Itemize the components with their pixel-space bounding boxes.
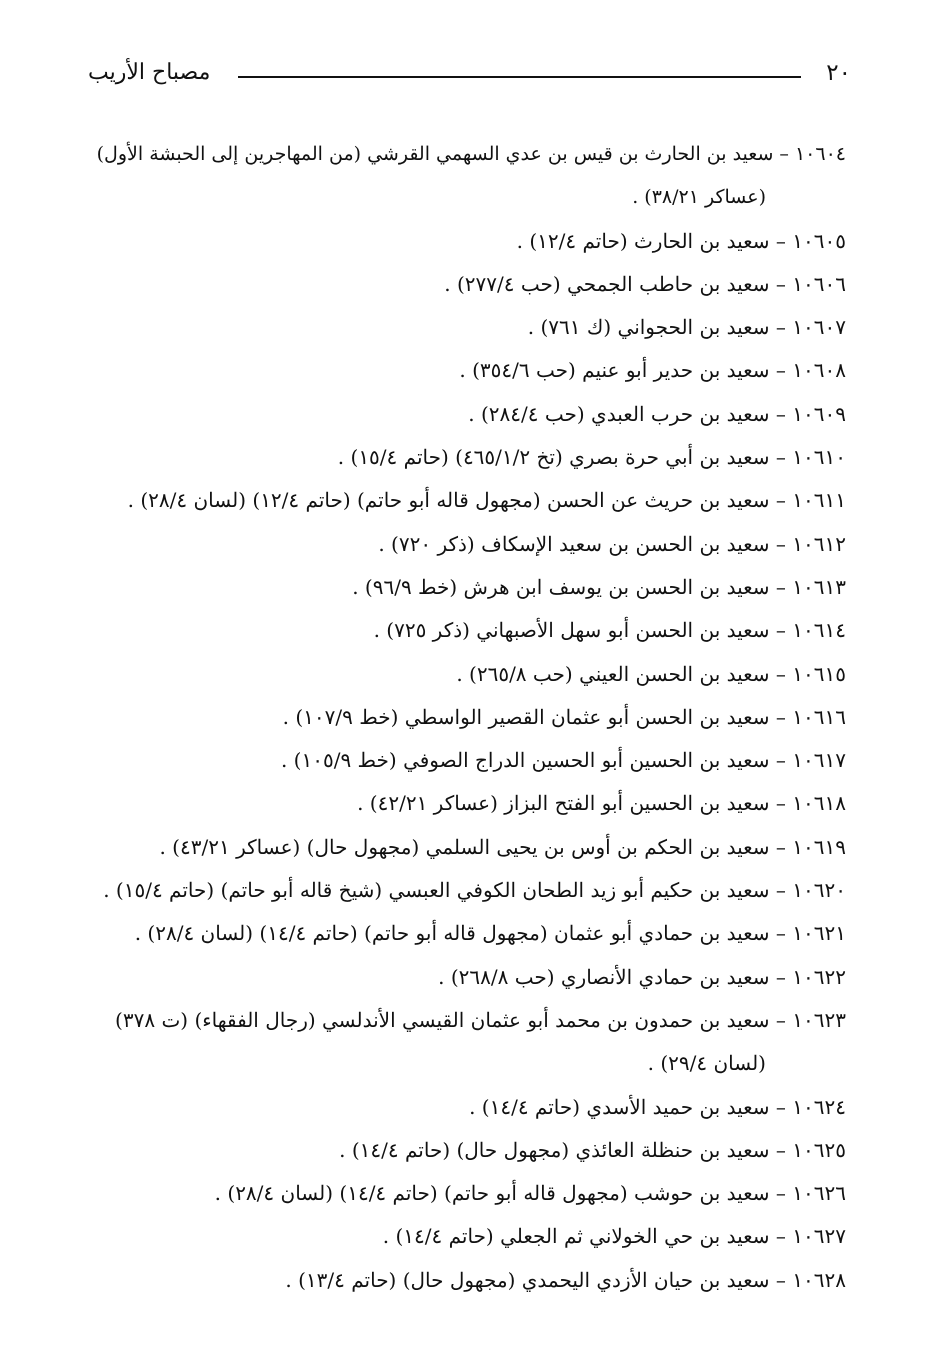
entry-text: سعيد بن الحسين أبو الحسين الدراج الصوفي (خط ١٠٥/٩) . bbox=[280, 748, 770, 773]
entry-dash: – bbox=[769, 271, 793, 296]
entry-number: ١٠٦١٣ bbox=[792, 574, 846, 599]
entry-number: ١٠٦٠٩ bbox=[792, 401, 846, 426]
page-number: ٢٠ bbox=[826, 60, 851, 86]
entry-text: سعيد بن حكيم أبو زيد الطحان الكوفي العبسي (شيخ قاله أبو حاتم) (حاتم ١٥/٤) . bbox=[103, 878, 770, 903]
entry-text: سعيد بن حوشب (مجهول قاله أبو حاتم) (حاتم ١٤/٤) (لسان ٢٨/٤) . bbox=[214, 1181, 770, 1206]
entry-text: سعيد بن حاطب الجمحي (حب ٢٧٧/٤) . bbox=[444, 271, 770, 296]
book-title: مصباح الأريب bbox=[88, 60, 211, 85]
entry-continuation: (لسان ٢٩/٤) . bbox=[647, 1051, 766, 1076]
entry-item bbox=[80, 912, 846, 955]
entry-item bbox=[80, 869, 846, 912]
entry-text: سعيد بن الحجواني (ك ٧٦١) . bbox=[527, 315, 770, 340]
entry-dash: – bbox=[769, 1007, 793, 1032]
entry-text: سعيد بن حمدون بن محمد أبو عثمان القيسي الأندلسي (رجال الفقهاء) (ت ٣٧٨) bbox=[115, 1007, 770, 1032]
entry-item bbox=[80, 1259, 846, 1302]
entry-number: ١٠٦١٥ bbox=[792, 661, 846, 686]
entry-text: سعيد بن حدير أبو عنيم (حب ٣٥٤/٦) . bbox=[459, 358, 770, 383]
entry-item bbox=[80, 393, 846, 436]
entry-text: سعيد بن الحسن بن يوسف ابن هرش (خط ٩٦/٩) . bbox=[352, 574, 770, 599]
entry-text: سعيد بن الحارث بن قيس بن عدي السهمي القرشي (من المهاجرين إلى الحبشة الأول) bbox=[96, 143, 774, 165]
entry-dash: – bbox=[769, 618, 793, 643]
entry-text: سعيد بن حمادي الأنصاري (حب ٢٦٨/٨) . bbox=[438, 964, 770, 989]
entry-dash: – bbox=[769, 358, 793, 383]
entry-dash: – bbox=[769, 791, 793, 816]
entry-number: ١٠٦٢٠ bbox=[792, 878, 846, 903]
entry-number: ١٠٦١٠ bbox=[792, 445, 846, 470]
page-header bbox=[88, 60, 851, 94]
entry-dash: – bbox=[769, 834, 793, 859]
entry-number: ١٠٦٢٣ bbox=[792, 1007, 846, 1032]
entry-item bbox=[80, 479, 846, 522]
entry-item bbox=[80, 1129, 846, 1172]
entry-dash: – bbox=[769, 1224, 793, 1249]
entry-text: سعيد بن حمادي أبو عثمان (مجهول قاله أبو حاتم) (حاتم ١٤/٤) (لسان ٢٨/٤) . bbox=[134, 921, 770, 946]
entry-number: ١٠٦٠٨ bbox=[792, 358, 846, 383]
entry-number: ١٠٦٢٨ bbox=[792, 1267, 846, 1292]
entry-dash: – bbox=[769, 445, 793, 470]
entry-number: ١٠٦١٩ bbox=[792, 834, 846, 859]
entry-continuation: (عساكر ٣٨/٢١) . bbox=[632, 186, 766, 209]
entry-dash: – bbox=[769, 401, 793, 426]
entry-dash: – bbox=[769, 574, 793, 599]
entry-number: ١٠٦١٢ bbox=[792, 531, 846, 556]
entry-item bbox=[80, 1086, 846, 1129]
entry-dash: – bbox=[769, 748, 793, 773]
entry-number: ١٠٦٠٤ bbox=[794, 143, 846, 165]
entry-text: سعيد بن الحسن العيني (حب ٢٦٥/٨) . bbox=[456, 661, 770, 686]
entry-item bbox=[80, 826, 846, 869]
entry-number: ١٠٦٢٤ bbox=[792, 1094, 846, 1119]
entry-text: سعيد بن حميد الأسدي (حاتم ١٤/٤) . bbox=[469, 1094, 770, 1119]
entry-item bbox=[80, 1172, 846, 1215]
entry-text: سعيد بن الحسن أبو سهل الأصبهاني (ذكر ٧٢٥) . bbox=[373, 618, 770, 643]
entry-dash: – bbox=[769, 1094, 793, 1119]
entry-item bbox=[80, 1215, 846, 1258]
entry-dash: – bbox=[769, 661, 793, 686]
entry-text: سعيد بن حريث عن الحسن (مجهول قاله أبو حاتم) (حاتم ١٢/٤) (لسان ٢٨/٤) . bbox=[127, 488, 770, 513]
entry-text: سعيد بن الحارث (حاتم ١٢/٤) . bbox=[516, 228, 770, 253]
entry-item bbox=[80, 133, 846, 220]
entry-item bbox=[80, 436, 846, 479]
entry-number: ١٠٦١٦ bbox=[792, 704, 846, 729]
entry-item bbox=[80, 349, 846, 392]
entry-number: ١٠٦٠٥ bbox=[792, 228, 846, 253]
entry-number: ١٠٦٠٦ bbox=[792, 271, 846, 296]
entry-number: ١٠٦١١ bbox=[792, 488, 846, 513]
header-rule bbox=[238, 76, 801, 78]
entry-text: سعيد بن حنظلة العائذي (مجهول حال) (حاتم ١٤/٤) . bbox=[339, 1137, 770, 1162]
entry-text: سعيد بن أبي حرة بصري (تخ ٤٦٥/١/٢) (حاتم ١٥/٤) . bbox=[337, 445, 770, 470]
entry-text: سعيد بن الحسن بن سعيد الإسكاف (ذكر ٧٢٠) . bbox=[378, 531, 770, 556]
entry-list bbox=[80, 133, 846, 1302]
entry-text: سعيد بن حيان الأزدي اليحمدي (مجهول حال) (حاتم ١٣/٤) . bbox=[285, 1267, 770, 1292]
entry-number: ١٠٦١٧ bbox=[792, 748, 846, 773]
entry-item bbox=[80, 956, 846, 999]
entry-dash: – bbox=[769, 315, 793, 340]
entry-dash: – bbox=[769, 704, 793, 729]
entry-number: ١٠٦٢٥ bbox=[792, 1137, 846, 1162]
entry-text: سعيد بن الحسن أبو عثمان القصير الواسطي (خط ١٠٧/٩) . bbox=[282, 704, 770, 729]
entry-dash: – bbox=[769, 878, 793, 903]
entry-item bbox=[80, 566, 846, 609]
entry-number: ١٠٦٢١ bbox=[792, 921, 846, 946]
entry-item bbox=[80, 263, 846, 306]
entry-number: ١٠٦٢٧ bbox=[792, 1224, 846, 1249]
entry-dash: – bbox=[769, 488, 793, 513]
entry-dash: – bbox=[773, 143, 795, 165]
entry-dash: – bbox=[769, 1181, 793, 1206]
entry-text: سعيد بن الحكم بن أوس بن يحيى السلمي (مجهول حال) (عساكر ٤٣/٢١) . bbox=[159, 834, 770, 859]
entry-text: سعيد بن الحسين أبو الفتح البزاز (عساكر ٤٢/٢١) . bbox=[357, 791, 770, 816]
entry-item bbox=[80, 999, 846, 1086]
entry-item bbox=[80, 523, 846, 566]
entry-number: ١٠٦١٤ bbox=[792, 618, 846, 643]
entry-item bbox=[80, 220, 846, 263]
entry-item bbox=[80, 739, 846, 782]
entry-text: سعيد بن حي الخولاني ثم الجعلي (حاتم ١٤/٤) . bbox=[382, 1224, 770, 1249]
entry-text: سعيد بن حرب العبدي (حب ٢٨٤/٤) . bbox=[468, 401, 770, 426]
entry-dash: – bbox=[769, 964, 793, 989]
entry-dash: – bbox=[769, 228, 793, 253]
entry-number: ١٠٦١٨ bbox=[792, 791, 846, 816]
entry-item bbox=[80, 306, 846, 349]
entry-item bbox=[80, 653, 846, 696]
entry-dash: – bbox=[769, 1267, 793, 1292]
entry-number: ١٠٦٢٢ bbox=[792, 964, 846, 989]
entry-dash: – bbox=[769, 1137, 793, 1162]
entry-item bbox=[80, 609, 846, 652]
entry-dash: – bbox=[769, 921, 793, 946]
entry-number: ١٠٦٢٦ bbox=[792, 1181, 846, 1206]
entry-dash: – bbox=[769, 531, 793, 556]
entry-item bbox=[80, 782, 846, 825]
entry-number: ١٠٦٠٧ bbox=[792, 315, 846, 340]
entry-item bbox=[80, 696, 846, 739]
